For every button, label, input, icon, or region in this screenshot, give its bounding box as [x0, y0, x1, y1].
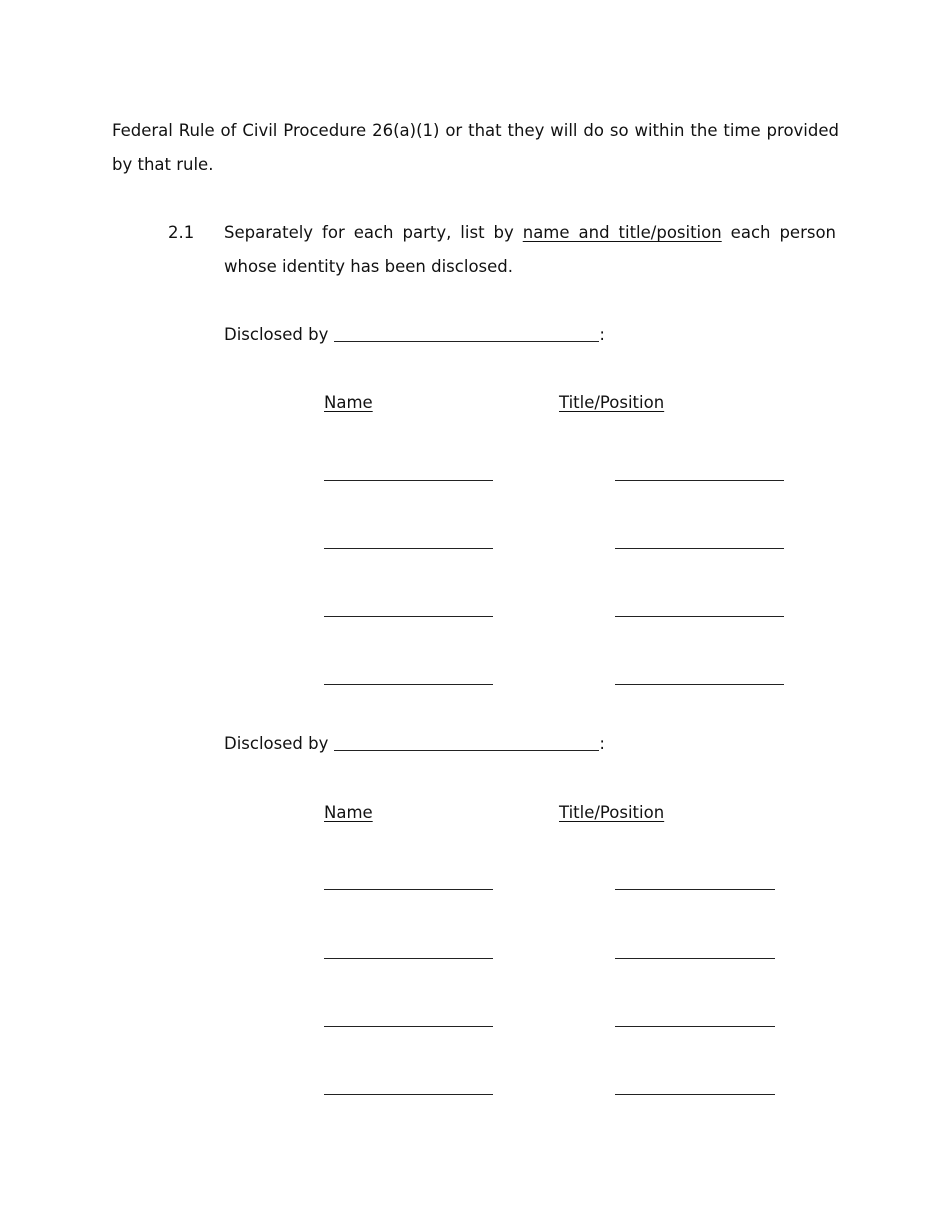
item-text-after: each person whose identity has been disclosed. — [224, 223, 837, 276]
name-blank-line[interactable] — [324, 480, 493, 481]
name-blank-line[interactable] — [324, 616, 493, 617]
name-column-header-2: Name — [324, 803, 373, 822]
title-blank-line[interactable] — [615, 480, 784, 481]
name-blank-line[interactable] — [324, 1094, 493, 1095]
disclosed-by-1 — [224, 318, 605, 352]
title-column-header-2: Title/Position — [559, 803, 665, 822]
item-text-before: Separately for each party, list by — [224, 223, 523, 242]
title-blank-line[interactable] — [615, 1026, 775, 1027]
intro-paragraph: Federal Rule of Civil Procedure 26(a)(1) or that they will do so within the time provided by that rule. — [112, 121, 839, 174]
disclosed-by-blank-line[interactable] — [334, 340, 599, 342]
disclosed-by-colon: : — [599, 325, 605, 344]
name-column-header-1: Name — [324, 393, 373, 412]
disclosed-by-label: Disclosed by — [224, 325, 329, 344]
item-number: 2.1 — [168, 223, 195, 242]
title-blank-line[interactable] — [615, 1094, 775, 1095]
disclosed-by-label: Disclosed by — [224, 734, 329, 753]
disclosed-by-2 — [224, 727, 605, 761]
name-blank-line[interactable] — [324, 958, 493, 959]
title-blank-line[interactable] — [615, 616, 784, 617]
item-text-underlined: name and title/position — [522, 223, 722, 242]
title-blank-line[interactable] — [615, 684, 784, 685]
title-blank-line[interactable] — [615, 889, 775, 890]
name-blank-line[interactable] — [324, 889, 493, 890]
name-blank-line[interactable] — [324, 684, 493, 685]
item-text — [224, 216, 836, 284]
name-blank-line[interactable] — [324, 1026, 493, 1027]
disclosed-by-blank-line[interactable] — [334, 749, 599, 751]
title-column-header-1: Title/Position — [559, 393, 665, 412]
title-blank-line[interactable] — [615, 548, 784, 549]
title-blank-line[interactable] — [615, 958, 775, 959]
disclosed-by-colon: : — [599, 734, 605, 753]
name-blank-line[interactable] — [324, 548, 493, 549]
